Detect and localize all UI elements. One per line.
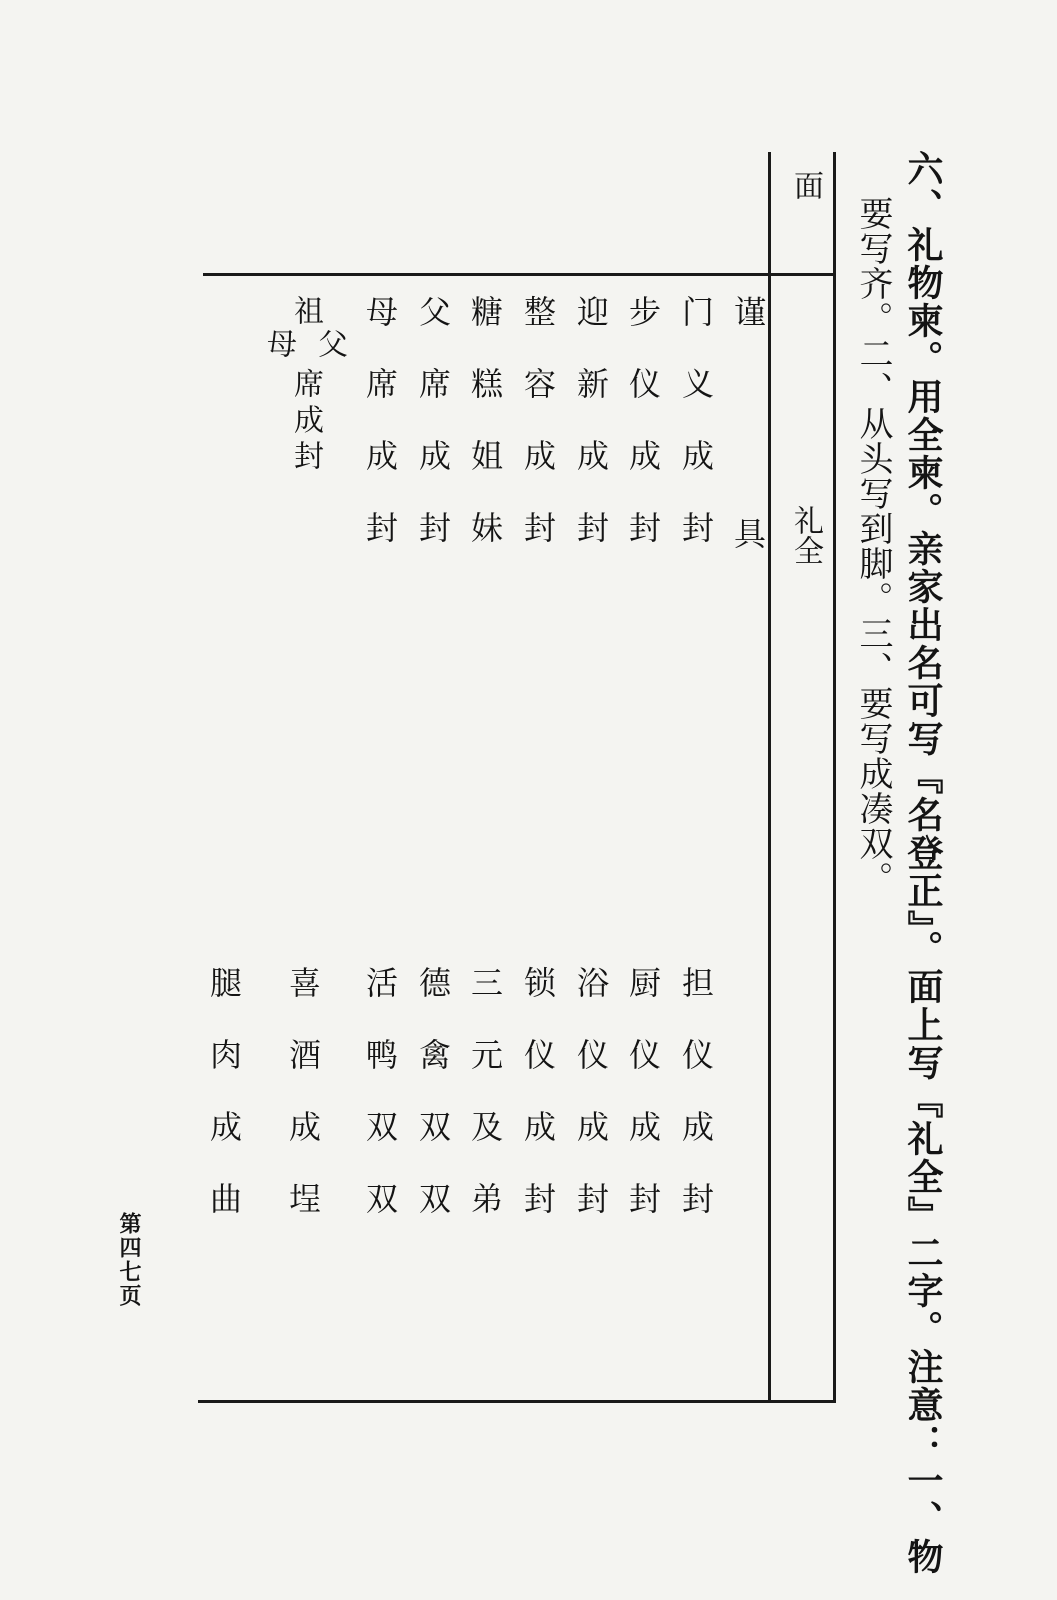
gift-item-lower-8: 喜酒成埕 <box>284 966 322 1254</box>
face-label: 面 <box>788 170 823 200</box>
card-divider <box>768 152 771 1402</box>
heading-title: 六、礼物柬。用全柬。亲家出名可写『名登正』。面上写『礼全』二字。注意：一、物 <box>902 150 944 1576</box>
gift-item-upper-6: 父席成封 <box>414 295 452 583</box>
card-top-rule <box>203 273 836 276</box>
gift-item-lower-1: 担仪成封 <box>677 966 715 1254</box>
gift-item-upper-4: 整容成封 <box>519 295 557 583</box>
grand-right-char: 祖 <box>288 295 323 325</box>
gift-item-lower-3: 浴仪成封 <box>572 966 610 1254</box>
front-text: 礼全 <box>788 505 823 565</box>
grand-left-small: 母 <box>261 328 296 358</box>
gift-item-upper-1: 门义成封 <box>677 295 715 583</box>
gift-item-lower-7: 活鸭双双 <box>361 966 399 1254</box>
heading-continuation: 要写齐。二、从头写到脚。三、要写成凑双。 <box>853 196 893 896</box>
card-bottom-rule <box>198 1400 836 1403</box>
gift-item-lower-5: 三元及弟 <box>466 966 504 1254</box>
intro-text: 谨具 <box>729 295 767 739</box>
grand-right-small: 父 <box>312 328 347 358</box>
gift-item-lower-9: 腿肉成曲 <box>205 966 243 1254</box>
card-right-border <box>833 152 836 1402</box>
gift-item-upper-5: 糖糕姐妹 <box>466 295 504 583</box>
gift-item-upper-2: 步仪成封 <box>624 295 662 583</box>
grand-rest: 席成封 <box>288 368 323 476</box>
gift-item-lower-4: 锁仪成封 <box>519 966 557 1254</box>
page-number: 第四七页 <box>116 1212 142 1308</box>
gift-item-lower-2: 厨仪成封 <box>624 966 662 1254</box>
gift-item-lower-6: 德禽双双 <box>414 966 452 1254</box>
gift-item-upper-3: 迎新成封 <box>572 295 610 583</box>
gift-item-upper-7: 母席成封 <box>361 295 399 583</box>
